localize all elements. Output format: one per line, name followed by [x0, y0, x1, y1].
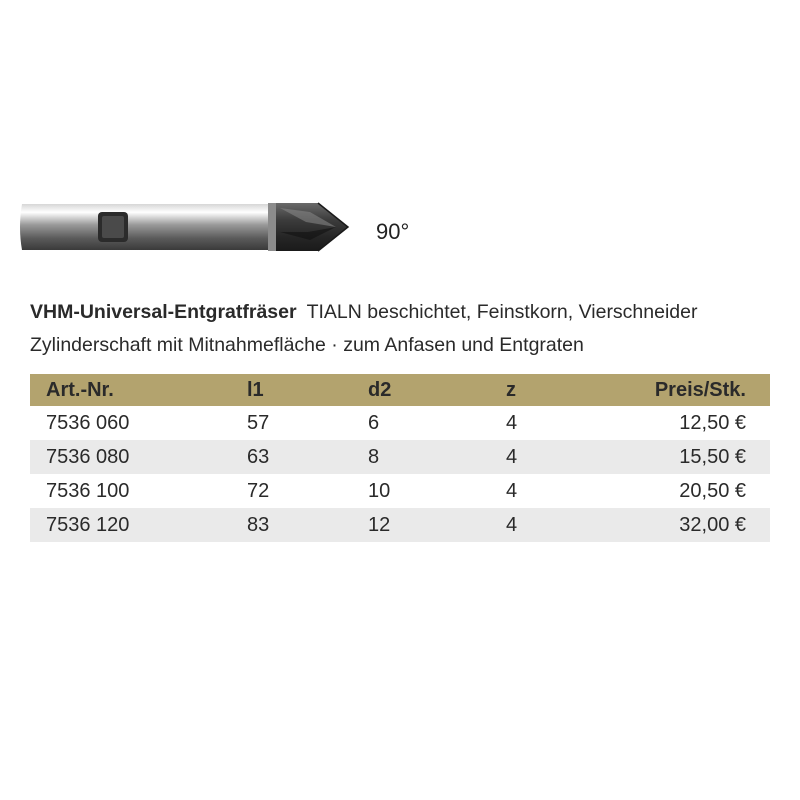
- table-row: [30, 406, 770, 440]
- header-art-nr: Art.-Nr.: [30, 374, 231, 406]
- cell-z: 4: [506, 411, 518, 434]
- header-d2: d2: [352, 374, 490, 406]
- cell-z: 4: [490, 440, 606, 474]
- spec-table: [30, 374, 770, 542]
- cell-l1: 72: [247, 479, 270, 502]
- cell-z: 4: [506, 479, 518, 502]
- table-row: [30, 440, 770, 474]
- cell-l1: 83: [231, 508, 352, 542]
- cell-z: 4: [490, 508, 606, 542]
- cell-art-nr: 7536 100: [46, 479, 130, 502]
- cell-art-nr: 7536 080: [30, 440, 231, 474]
- product-features: TIALN beschichtet, Feinstkorn, Vierschneider: [306, 301, 698, 323]
- deburring-cutter-icon: [18, 188, 358, 266]
- table-header-row: [30, 374, 770, 406]
- cell-d2: 12: [352, 508, 490, 542]
- header-l1: l1: [231, 374, 352, 406]
- cell-d2: 10: [368, 479, 391, 502]
- cell-art-nr: 7536 120: [30, 508, 231, 542]
- cell-l1: 57: [247, 411, 270, 434]
- table-row: [30, 474, 770, 508]
- deburring-cutter-image: [18, 188, 358, 266]
- cell-l1: 63: [231, 440, 352, 474]
- cell-price: 20,50 €: [679, 479, 746, 502]
- product-title: VHM-Universal-Entgratfräser: [30, 301, 297, 323]
- cell-price: 32,00 €: [606, 508, 770, 542]
- product-title-line: [30, 301, 697, 324]
- cell-price: 15,50 €: [606, 440, 770, 474]
- header-z: z: [490, 374, 606, 406]
- cell-price: 12,50 €: [679, 411, 746, 434]
- product-subtitle: Zylinderschaft mit Mitnahmefläche · zum Anfasen und Entgraten: [30, 334, 584, 356]
- angle-label: 90°: [376, 219, 410, 244]
- cell-art-nr: 7536 060: [46, 411, 130, 434]
- cell-d2: 6: [368, 411, 380, 434]
- header-price: Preis/Stk.: [606, 374, 770, 406]
- table-row: [30, 508, 770, 542]
- cell-d2: 8: [352, 440, 490, 474]
